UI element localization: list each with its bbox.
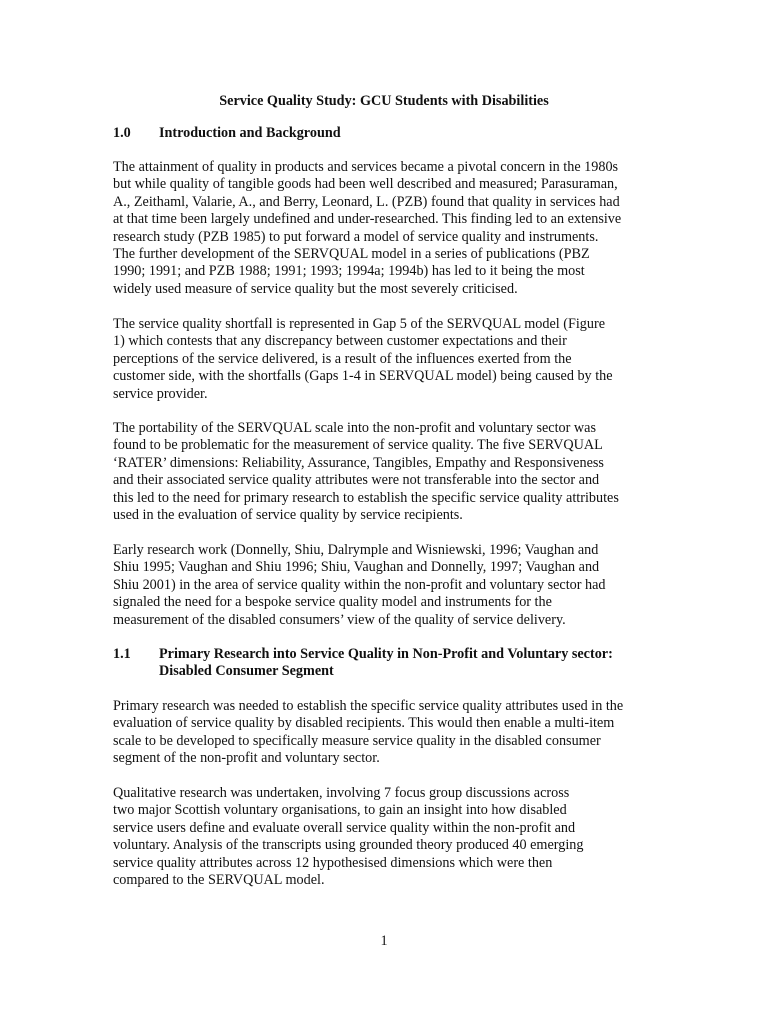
- paragraph-line: voluntary. Analysis of the transcripts using grounded theory produced 40 emerging: [113, 837, 584, 854]
- paragraph-line: A., Zeithaml, Valarie, A., and Berry, Leonard, L. (PZB) found that quality in services had: [113, 193, 620, 210]
- paragraph-line: Qualitative research was undertaken, involving 7 focus group discussions across: [113, 785, 570, 801]
- paragraph-line: Shiu 1995; Vaughan and Shiu 1996; Shiu, Vaughan and Donnelly, 1997; Vaughan and: [113, 559, 600, 576]
- paragraph-intro: [113, 159, 658, 298]
- paragraph-qualitative-research: [113, 785, 658, 889]
- paragraph-line: evaluation of service quality by disabled recipients. This would then enable a multi-item: [113, 715, 615, 732]
- section-title-continued: Disabled Consumer Segment: [159, 663, 334, 680]
- paragraph-line: The portability of the SERVQUAL scale into the non-profit and voluntary sector was: [113, 420, 596, 436]
- paragraph-line: but while quality of tangible goods had been well described and measured; Parasuraman,: [113, 176, 618, 193]
- section-title: Introduction and Background: [159, 125, 341, 141]
- paragraph-line: service quality attributes across 12 hypothesised dimensions which were then: [113, 854, 553, 871]
- paragraph-line: research study (PZB 1985) to put forward a model of service quality and instruments.: [113, 228, 599, 245]
- paragraph-line: signaled the need for a bespoke service quality model and instruments for the: [113, 594, 552, 611]
- paragraph-portability: [113, 420, 658, 524]
- paragraph-line: 1990; 1991; and PZB 1988; 1991; 1993; 1994a; 1994b) has led to it being the most: [113, 263, 585, 280]
- paragraph-gap5: [113, 316, 658, 403]
- paragraph-line: segment of the non-profit and voluntary sector.: [113, 750, 380, 767]
- paragraph-line: Shiu 2001) in the area of service quality within the non-profit and voluntary sector had: [113, 576, 606, 593]
- section-title: Primary Research into Service Quality in Non-Profit and Voluntary sector:: [159, 646, 613, 662]
- paragraph-line: scale to be developed to specifically measure service quality in the disabled consumer: [113, 732, 601, 749]
- document-title: Service Quality Study: GCU Students with Disabilities: [219, 93, 549, 109]
- paragraph-primary-research: [113, 698, 658, 768]
- paragraph-line: two major Scottish voluntary organisations, to gain an insight into how disabled: [113, 802, 567, 819]
- paragraph-line: 1) which contests that any discrepancy between customer expectations and their: [113, 333, 567, 350]
- paragraph-line: compared to the SERVQUAL model.: [113, 872, 325, 889]
- paragraph-line: found to be problematic for the measurement of service quality. The five SERVQUAL: [113, 437, 603, 454]
- paragraph-line: Primary research was needed to establish the specific service quality attributes used in the: [113, 698, 624, 714]
- paragraph-line: this led to the need for primary research to establish the specific service quality attributes: [113, 489, 619, 506]
- paragraph-early-research: [113, 542, 658, 629]
- paragraph-line: service provider.: [113, 385, 208, 402]
- paragraph-line: The attainment of quality in products and services became a pivotal concern in the 1980s: [113, 159, 619, 175]
- paragraph-line: widely used measure of service quality but the most severely criticised.: [113, 280, 518, 297]
- paragraph-line: ‘RATER’ dimensions: Reliability, Assurance, Tangibles, Empathy and Responsiveness: [113, 454, 604, 471]
- paragraph-line: The further development of the SERVQUAL model in a series of publications (PBZ: [113, 246, 590, 263]
- paragraph-line: perceptions of the service delivered, is a result of the influences exerted from the: [113, 350, 572, 367]
- page-number: 1: [380, 933, 388, 949]
- paragraph-line: measurement of the disabled consumers’ view of the quality of service delivery.: [113, 611, 566, 628]
- paragraph-line: used in the evaluation of service quality by service recipients.: [113, 507, 463, 524]
- section-number: 1.1: [113, 646, 131, 662]
- paragraph-line: and their associated service quality attributes were not transferable into the sector and: [113, 472, 600, 489]
- paragraph-line: customer side, with the shortfalls (Gaps 1-4 in SERVQUAL model) being caused by the: [113, 368, 613, 385]
- section-number: 1.0: [113, 125, 131, 141]
- paragraph-line: The service quality shortfall is represented in Gap 5 of the SERVQUAL model (Figure: [113, 316, 606, 332]
- paragraph-line: at that time been largely undefined and under-researched. This finding led to an extensive: [113, 211, 622, 228]
- paragraph-line: service users define and evaluate overall service quality within the non-profit and: [113, 819, 576, 836]
- paragraph-line: Early research work (Donnelly, Shiu, Dalrymple and Wisniewski, 1996; Vaughan and: [113, 542, 599, 558]
